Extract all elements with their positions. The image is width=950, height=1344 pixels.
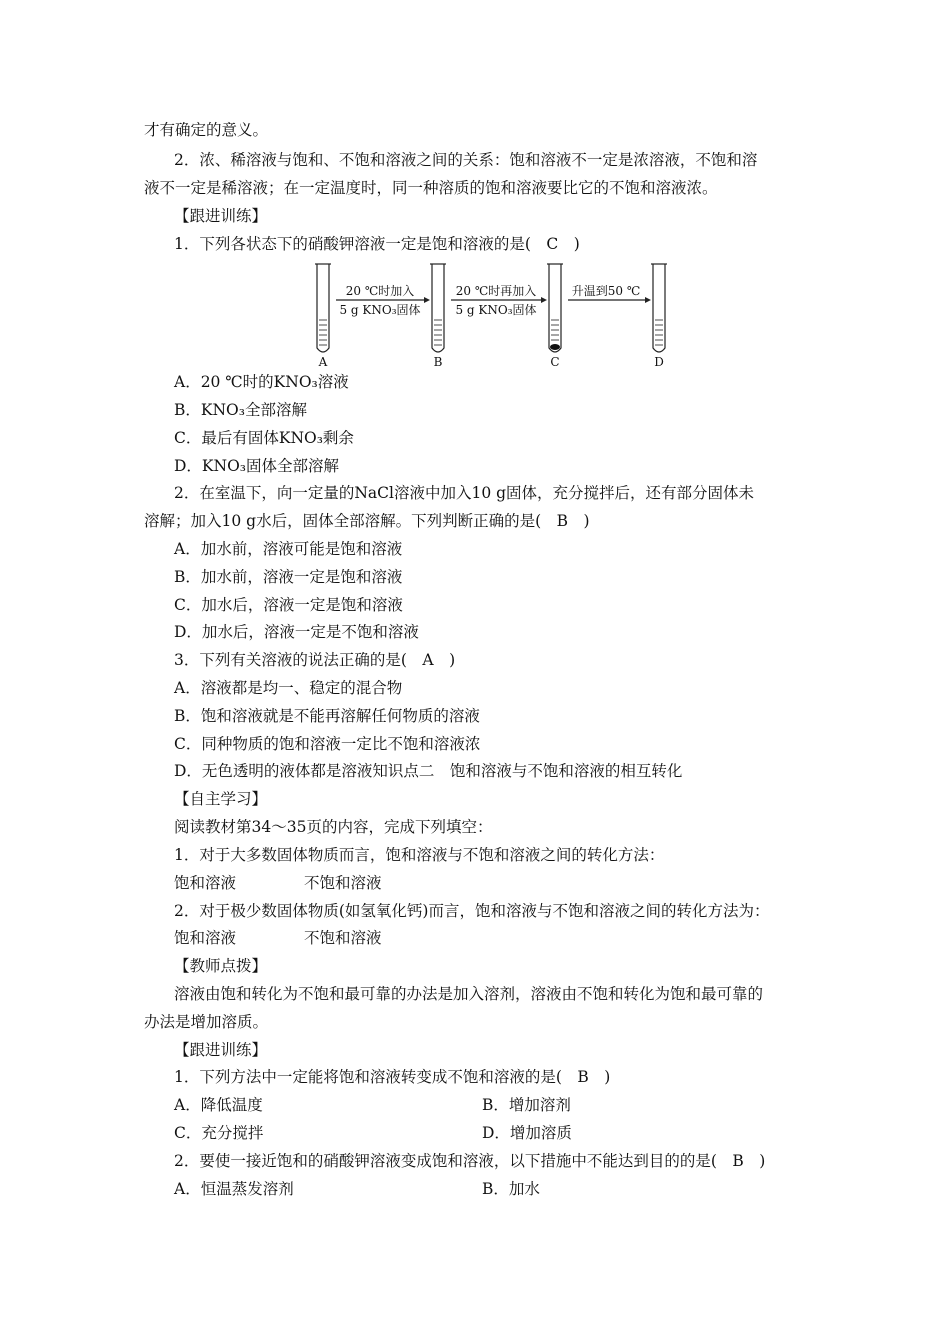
text-line: 2．对于极少数固体物质(如氢氧化钙)而言，饱和溶液与不饱和溶液之间的转化方法为： [174,902,770,920]
text-line: 1．对于大多数固体物质而言，饱和溶液与不饱和溶液之间的转化方法： [174,846,665,864]
tube-label-a: A [318,355,328,369]
question-1: 1．下列方法中一定能将饱和溶液转变成不饱和溶液的是( B ) [174,1068,611,1086]
section-heading: 【教师点拨】 [174,957,268,975]
option-c: C．充分搅拌 [174,1124,264,1142]
option-a: A．加水前，溶液可能是饱和溶液 [174,540,403,558]
arrow-3-top-label: 升温到50 ℃ [571,284,641,298]
option-a: A．溶液都是均一、稳定的混合物 [174,679,403,697]
question-2: 2．要使一接近饱和的硝酸钾溶液变成饱和溶液，以下措施中不能达到目的的是( B ) [174,1152,766,1170]
option-b: B．KNO₃全部溶解 [174,401,307,419]
option-b: B．饱和溶液就是不能再溶解任何物质的溶液 [174,707,480,725]
option-d: D．加水后，溶液一定是不饱和溶液 [174,623,419,641]
tube-label-d: D [654,355,664,369]
text-line: 阅读教材第34～35页的内容，完成下列填空： [174,818,493,836]
conversion-from: 饱和溶液 [174,874,237,892]
conversion-to: 不饱和溶液 [304,929,382,947]
option-b: B．增加溶剂 [482,1096,571,1114]
arrow-1-top-label: 20 ℃时加入 [345,284,415,298]
question-1: 1．下列各状态下的硝酸钾溶液一定是饱和溶液的是( C ) [174,235,580,253]
arrow-2-bottom-label: 5 g KNO₃固体 [455,303,537,317]
arrow-2-top-label: 20 ℃时再加入 [455,284,537,298]
solid-residue [550,344,560,350]
question-3: 3．下列有关溶液的说法正确的是( A ) [174,651,456,669]
option-a: A．20 ℃时的KNO₃溶液 [174,373,349,391]
option-c: C．最后有固体KNO₃剩余 [174,429,354,447]
tube-label-b: B [433,355,443,369]
option-c: C．同种物质的饱和溶液一定比不饱和溶液浓 [174,735,481,753]
option-c: C．加水后，溶液一定是饱和溶液 [174,596,403,614]
test-tube-diagram [300,262,680,370]
option-d: D．增加溶质 [482,1124,572,1142]
text-line: 2．浓、稀溶液与饱和、不饱和溶液之间的关系：饱和溶液不一定是浓溶液，不饱和溶 [174,151,758,169]
text-line: 液不一定是稀溶液；在一定温度时，同一种溶质的饱和溶液要比它的不饱和溶液浓。 [144,179,718,197]
option-a: A．恒温蒸发溶剂 [174,1180,294,1198]
section-heading: 【自主学习】 [174,790,268,808]
conversion-from: 饱和溶液 [174,929,237,947]
conversion-to: 不饱和溶液 [304,874,382,892]
option-d: D．无色透明的液体都是溶液知识点二 饱和溶液与不饱和溶液的相互转化 [174,762,683,780]
conversion-line [174,873,382,893]
test-tube-d [651,264,667,352]
section-heading: 【跟进训练】 [174,1041,268,1059]
test-tube-a [315,264,331,352]
text-line: 才有确定的意义。 [144,121,269,139]
conversion-line [174,928,382,948]
tube-label-c: C [550,355,560,369]
option-d: D．KNO₃固体全部溶解 [174,457,339,475]
question-2: 2．在室温下，向一定量的NaCl溶液中加入10 g固体，充分搅拌后，还有部分固体未 [174,484,755,502]
test-tube-c [547,264,563,352]
option-b: B．加水 [482,1180,540,1198]
test-tube-b [430,264,446,352]
question-2-cont: 溶解；加入10 g水后，固体全部溶解。下列判断正确的是( B ) [144,512,590,530]
section-heading: 【跟进训练】 [174,207,268,225]
option-b: B．加水前，溶液一定是饱和溶液 [174,568,403,586]
text-line: 溶液由饱和转化为不饱和最可靠的办法是加入溶剂，溶液由不饱和转化为饱和最可靠的 [174,985,764,1003]
text-line: 办法是增加溶质。 [144,1013,269,1031]
option-a: A．降低温度 [174,1096,263,1114]
arrow-1-bottom-label: 5 g KNO₃固体 [339,303,421,317]
